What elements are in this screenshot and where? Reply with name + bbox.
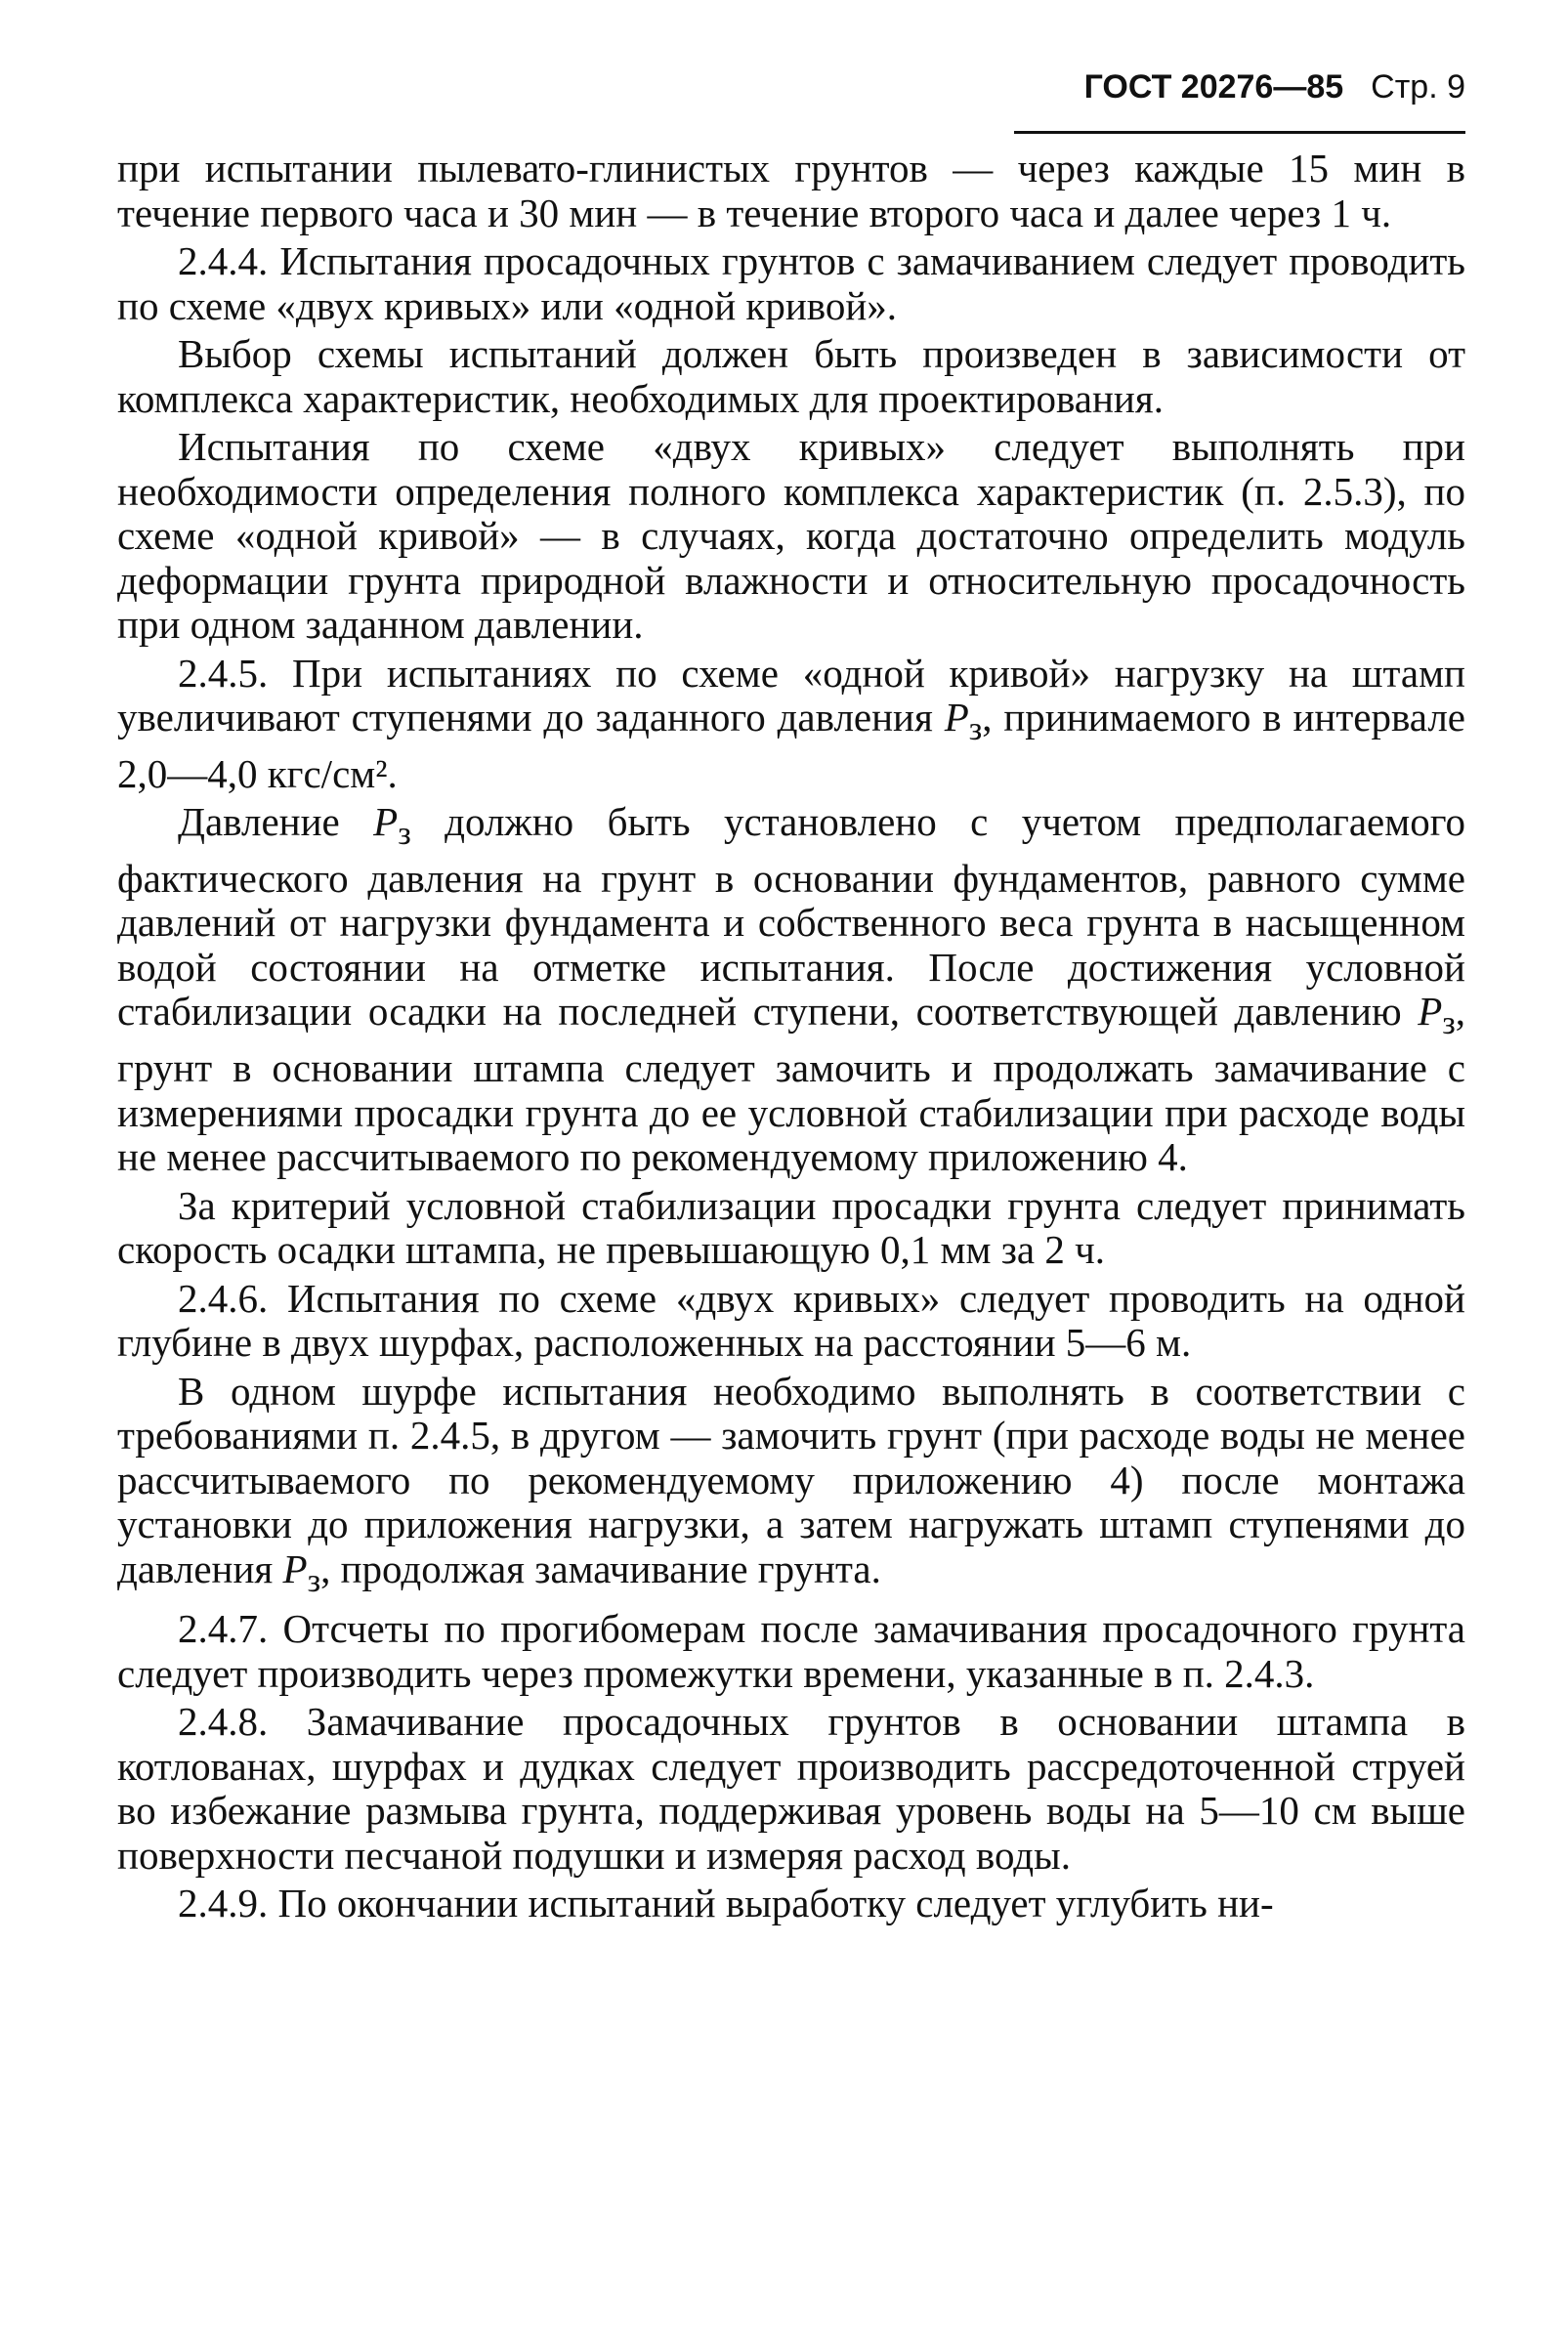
paragraph-2-4-5 (117, 652, 1465, 797)
paragraph-2-4-8: 2.4.8. Замачивание просадочных грунтов в основании штампа в котлованах, шурфах и дудках следует производить рассредоточенной струей во избежание размыва грунта, поддерживая уровень воды на 5—10 см выше поверхности песчаной подушки и измеряя расход воды. (117, 1699, 1465, 1878)
variable-p: P (282, 1545, 308, 1591)
text-segment: должно быть установлено с учетом предполагаемого фактического давления на грунт в основании фундаментов, равного сумме давлений от нагрузки фундамента и собственного веса грунта в насыщенном водой состоянии на отметке испытания. После достижения условной стабилизации осадки на последней ступени, соответствующей давлению (117, 799, 1465, 1035)
document-body (117, 147, 1465, 1926)
paragraph-2-4-7: 2.4.7. Отсчеты по прогибомерам после замачивания просадочного грунта следует производить через промежутки времени, указанные в п. 2.4.3. (117, 1606, 1465, 1696)
text-segment: , принимаемого в интервале 2,0—4,0 кгс/см². (117, 695, 1465, 796)
text-segment: , грунт в основании штампа следует замочить и продолжать замачивание с измерениями просадки грунта до ее условной стабилизации при расходе воды не менее рассчитываемого по рекомендуемому приложению 4. (117, 989, 1465, 1180)
paragraph-2-4-6: 2.4.6. Испытания по схеме «двух кривых» следует проводить на одной глубине в двух шурфах, расположенных на расстоянии 5—6 м. (117, 1275, 1465, 1366)
paragraph-one-pit (117, 1370, 1465, 1604)
paragraph-continuation: при испытании пылевато-глинистых грунтов — через каждые 15 мин в течение первого часа и 30 мин — в течение второго часа и далее через 1 ч. (117, 146, 1465, 235)
page-header (1016, 68, 1465, 127)
paragraph-pressure (117, 800, 1465, 1179)
paragraph-2-4-9: 2.4.9. По окончании испытаний выработку следует углубить ни- (178, 1881, 1274, 1926)
paragraph-stabilization-criterion: За критерий условной стабилизации просадки грунта следует принимать скорость осадки штампа, не превышающую 0,1 мм за 2 ч. (117, 1182, 1465, 1273)
variable-subscript: з (307, 1562, 321, 1599)
variable-subscript: з (1442, 1005, 1456, 1042)
variable-p: P (1418, 989, 1443, 1035)
text-segment: Давление (178, 799, 374, 845)
paragraph-scheme-choice: Выбор схемы испытаний должен быть произведен в зависимости от комплекса характеристик, необходимых для проектирования. (117, 331, 1465, 421)
variable-subscript: з (398, 816, 411, 853)
text-segment: 2.4.5. При испытаниях по схеме «одной кривой» нагрузку на штамп увеличивают ступенями до заданного давления (117, 650, 1465, 740)
page-number: Стр. 9 (1371, 68, 1465, 106)
header-rule (1014, 131, 1465, 134)
text-segment: В одном шурфе испытания необходимо выполнять в соответствии с требованиями п. 2.4.5, в другом — замочить грунт (при расходе воды не менее рассчитываемого по рекомендуемому приложению 4) после монтажа установки до приложения нагрузки, а затем нагружать штамп ступенями до давления (117, 1368, 1465, 1591)
variable-p: P (373, 799, 399, 845)
text-segment: , продолжая замачивание грунта. (320, 1545, 881, 1591)
paragraph-two-curves: Испытания по схеме «двух кривых» следует выполнять при необходимости определения полного комплекса характеристик (п. 2.5.3), по схеме «одной кривой» — в случаях, когда достаточно определить модуль деформации грунта природной влажности и относительную просадочность при одном заданном давлении. (117, 424, 1465, 647)
variable-subscript: з (968, 711, 983, 748)
variable-p: P (944, 695, 969, 740)
standard-number: ГОСТ 20276—85 (1083, 68, 1344, 106)
paragraph-2-4-4: 2.4.4. Испытания просадочных грунтов с замачиванием следует проводить по схеме «двух кривых» или «одной кривой». (117, 238, 1465, 328)
